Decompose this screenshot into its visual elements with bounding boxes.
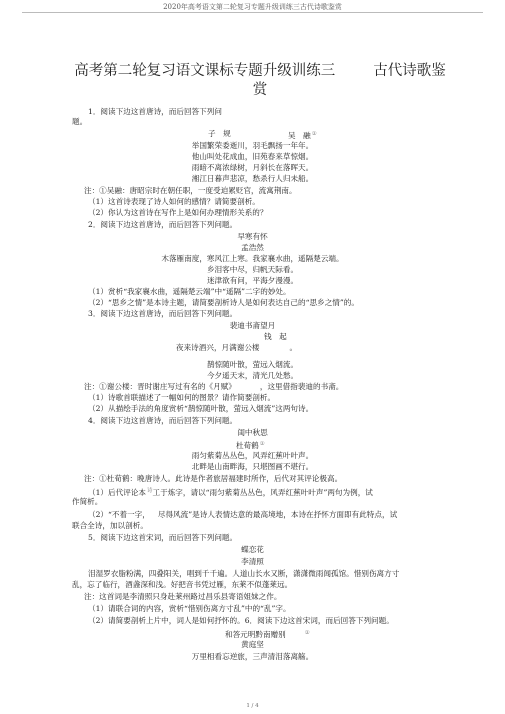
title-main: 高考第二轮复习语文课标专题升级训练三 (74, 63, 336, 79)
q3-note: 注：①谢公楼：晋时谢庄写过有名的《月赋》 ，这里借指裴迪的书斋。 (84, 382, 344, 391)
q4-subquestion-cont: 作简析。 (72, 497, 103, 506)
q1-author: 吴 融① (288, 131, 317, 140)
q4-poem-line: 雨匀紫菊丛丛色，风弄红蕉叶叶声。 (191, 451, 314, 460)
q3-poem-line: 今夕遥天末，清光几处愁。 (206, 371, 299, 380)
q4-subquestion-cont: 联合全诗，加以剖析。 (72, 521, 148, 530)
q4-prompt: 4．阅读下边这首唐诗，而后回答下列问题。 (88, 416, 238, 425)
q1-prompt-cont: 题。 (72, 117, 88, 126)
page-number: 1 / 4 (246, 703, 259, 709)
q5-poem-body: 泪湿罗衣脂粉满，四叠阳关，唱到千千遍。人道山长水又断，潇潇微雨闻孤馆。惜别伤离方寸 (88, 569, 400, 578)
footnote-mark: ① (311, 131, 317, 137)
q4-poem-line: 北畔是山南畔海，只堪图画不堪行。 (191, 462, 314, 471)
q3-subquestion: （1）诗歌首联描述了一幅如何的图景？请作简要剖析。 (88, 393, 276, 402)
q5-note: 注：这首词是李清照只身赴莱州路过昌乐县寄语姐妹之作。 (84, 592, 282, 601)
q4-author: 杜荀鹤① (236, 441, 265, 450)
q1-poem-line: 雨暗不离浓绿树，月斜长在落晖天。 (191, 163, 314, 172)
q4-subquestion: （2）“不着一字， 尽得风流”是诗人表情达意的最高境地，本诗在抒怀方面即有此特点，试 (88, 510, 398, 519)
q1-subquestion: （1）这首诗表现了诗人如何的感情？请简要剖析。 (88, 197, 260, 206)
q2-subquestion: （1）赏析“我家襄水曲，遥隔楚云端”中“遥隔”二字的妙处。 (88, 287, 291, 296)
q2-poem-line: 木落雁南度，寒风江上寒。我家襄水曲，遥隔楚云端。 (161, 254, 344, 263)
running-header: 2020年高考语文第二轮复习专题升级训练三古代诗歌鉴赏 (163, 3, 342, 11)
q5-subquestion: （1）请联合词的内容，赏析“惜别伤离方寸乱”中的“乱”字。 (88, 604, 291, 613)
q3-poem-line: 夜来诗酒兴，月满谢公楼 。 (176, 343, 298, 352)
q1-poem-line: 他山叫处花成血，旧苑春来草惊烟。 (191, 152, 314, 161)
q5-subquestion: （2）请简要剖析上片中，词人是如何抒怀的。6．阅读下边这首宋词，而后回答下列问题。 (88, 616, 394, 625)
q4-poem-title: 闺中秋思 (237, 428, 268, 437)
q3-author: 钱 起 (264, 332, 287, 341)
q6-author: 黄庭坚 (241, 640, 264, 649)
q2-poem-title: 早寒有怀 (237, 232, 268, 241)
q3-poem-title: 裴迪书斋望月 (229, 321, 276, 330)
q5-poem-title: 蝶恋花 (241, 545, 264, 554)
page-title-wrap: 赏 (252, 82, 268, 98)
q5-prompt: 5．阅读下边这首宋词，而后回答下列问题。 (88, 533, 238, 542)
footnote-mark: ① (304, 630, 310, 636)
q1-note: 注：①吴融：唐昭宗时在朝任职，一度受迫累贬官，流寓荆南。 (84, 186, 297, 195)
q2-poem-line: 迷津欲有问，平海夕漫漫。 (206, 276, 299, 285)
q2-author: 孟浩然 (241, 243, 264, 252)
q2-prompt: 2．阅读下边这首唐诗，而后回答下列问题。 (88, 220, 238, 229)
q6-poem-title: 和答元明黔南赠别 ① (225, 630, 310, 639)
page-title (60, 62, 460, 81)
q5-author: 李清照 (241, 557, 264, 566)
footnote-mark: ① (259, 441, 265, 447)
q2-subquestion: （2）“思乡之情”是本诗主题，请简要剖析诗人是如何表达自己的“思乡之情”的。 (88, 298, 359, 307)
q4-note: 注：①杜荀鹤：晚唐诗人。此诗是作者旅居福建时所作，后代对其评论极高。 (84, 474, 343, 483)
q4-subquestion: （1）后代评论本$^诗$工于炼字，请以“雨匀紫菊丛丛色，风弄红蕉叶叶声”两句为例，试 (88, 488, 373, 497)
q1-poem-line: 举国繁荣委逝川，羽毛飘扬一年年。 (191, 141, 314, 150)
q3-subquestion: （2）从描绘手法的角度赏析“鹊惊随叶散，萤远入烟流”这两句诗。 (88, 404, 314, 413)
q5-poem-body-cont: 乱，忘了临行，酒盏深和浅。好把音书凭过雁，东莱不似蓬莱远。 (72, 580, 293, 589)
q1-poem-title: 子 规 (208, 129, 231, 138)
title-tail: 古代诗歌鉴 (373, 63, 446, 79)
q1-poem-line: 湘江日暮声悲凉，愁杀行人归未船。 (191, 174, 314, 183)
q1-subquestion: （2）你认为这首诗在写作上是如何办理情形关系的？ (88, 208, 268, 217)
q3-prompt: 3．阅读下边这首唐诗，而后回答下列问题。 (88, 309, 238, 318)
header-divider (22, 12, 483, 13)
q3-poem-line: 鹊惊随叶散，萤远入烟流。 (206, 360, 299, 369)
q1-prompt: 1．阅读下边这首唐诗，而后回答下列问 (88, 107, 222, 116)
q6-poem-line: 万里相看忘逆旅，三声清泪落离觞。 (191, 652, 314, 661)
q2-poem-line: 乡泪客中尽，归帆天际看。 (206, 265, 299, 274)
